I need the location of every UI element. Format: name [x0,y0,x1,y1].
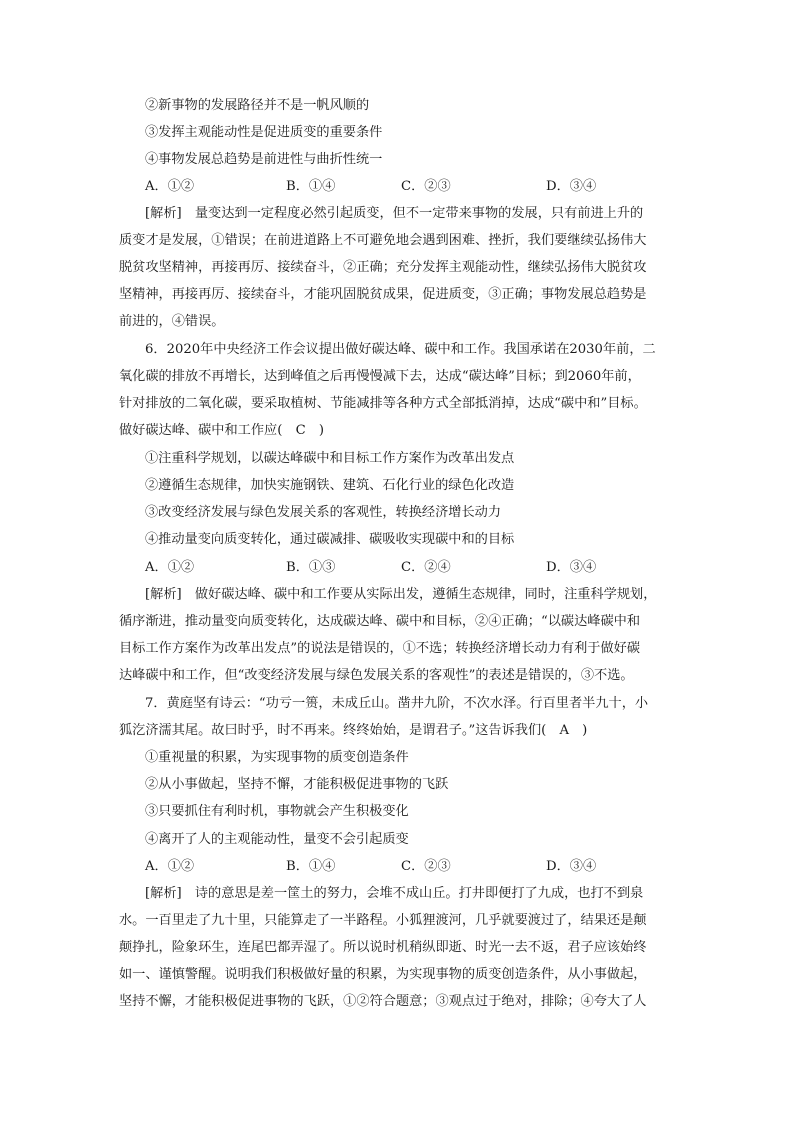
q7-analysis-line-3: 颠挣扎，险象环生，连尾巴都弄湿了。所以说时机稍纵即逝、时光一去不返，君子应该始终 [119,940,647,955]
q7-statement-2: ②从小事做起，坚持不懈，才能积极促进事物的飞跃 [145,777,449,792]
q6-analysis-line-3: 目标工作方案作为改革出发点”的说法是错误的，①不选；转换经济增长动力有利于做好碳 [119,641,641,656]
q7-statement-1: ①重视量的积累，为实现事物的质变创造条件 [145,750,409,765]
q7-option-b: B．①④ [286,859,336,874]
q6-stem-line-2: 氧化碳的排放不再增长，达到峰值之后再慢慢减下去，达成“碳达峰”目标；到2060年前， [119,369,641,384]
q7-analysis-line-2: 水。一百里走了九十里，只能算走了一半路程。小狐狸渡河，几乎就要渡过了，结果还是颠 [119,913,647,928]
q5-option-a: A．①② [145,179,195,194]
q6-statement-2: ②遵循生态规律，加快实施钢铁、建筑、石化行业的绿色化改造 [145,478,515,493]
q6-analysis-line-1: [解析] 做好碳达峰、碳中和工作要从实际出发，遵循生态规律，同时，注重科学规划， [145,587,657,602]
q6-option-b: B．①③ [286,560,336,575]
q6-statement-4: ④推动量变向质变转化，通过碳减排、碳吸收实现碳中和的目标 [145,532,515,547]
q6-stem-line-3: 针对排放的二氧化碳，要采取植树、节能减排等各种方式全部抵消掉，达成“碳中和”目标。 [119,396,647,411]
q5-statement-2: ②新事物的发展路径并不是一帆风顺的 [145,98,370,113]
q7-analysis-line-5: 坚持不懈，才能积极促进事物的飞跃，①②符合题意；③观点过于绝对，排除；④夸大了人 [119,994,647,1009]
q5-option-c: C．②③ [401,179,451,194]
q5-analysis-line-1: [解析] 量变达到一定程度必然引起质变，但不一定带来事物的发展，只有前进上升的 [145,206,644,221]
q5-statement-4: ④事物发展总趋势是前进性与曲折性统一 [145,152,383,167]
q5-statement-3: ③发挥主观能动性是促进质变的重要条件 [145,125,383,140]
q7-analysis-line-4: 如一、谨慎警醒。说明我们积极做好量的积累，为实现事物的质变创造条件，从小事做起， [119,967,647,982]
q5-analysis-line-5: 前进的，④错误。 [119,314,225,329]
q7-stem-line-2: 狐汔济濡其尾。故曰时乎，时不再来。终终始始，是谓君子。”这告诉我们( A ) [119,723,588,738]
q7-statement-4: ④离开了人的主观能动性，量变不会引起质变 [145,832,409,847]
q7-statement-3: ③只要抓住有利时机，事物就会产生积极变化 [145,804,409,819]
q6-stem-line-4: 做好碳达峰、碳中和工作应( C ) [119,423,325,438]
q6-analysis-line-2: 循序渐进，推动量变向质变转化，达成碳达峰、碳中和目标，②④正确；“以碳达峰碳中和 [119,614,641,629]
q6-option-a: A．①② [145,560,195,575]
q7-option-c: C．②③ [401,859,451,874]
q6-option-c: C．②④ [401,560,451,575]
q5-option-b: B．①④ [286,179,336,194]
q7-option-d: D．③④ [546,859,597,874]
q5-analysis-line-4: 坚精神，再接再厉、接续奋斗，才能巩固脱贫成果，促进质变，③正确；事物发展总趋势是 [119,287,647,302]
q7-option-a: A．①② [145,859,195,874]
q7-stem-line-1: 7．黄庭坚有诗云：“功亏一篑，未成丘山。凿井九阶，不次水泽。行百里者半九十，小 [145,696,649,711]
q6-analysis-line-4: 达峰碳中和工作，但“改变经济发展与绿色发展关系的客观性”的表述是错误的，③不选。 [119,668,634,683]
q6-stem-line-1: 6．2020年中央经济工作会议提出做好碳达峰、碳中和工作。我国承诺在2030年前，二 [145,342,656,357]
q6-statement-1: ①注重科学规划，以碳达峰碳中和目标工作方案作为改革出发点 [145,451,515,466]
q7-analysis-line-1: [解析] 诗的意思是差一筐土的努力，会堆不成山丘。打井即便打了九成，也打不到泉 [145,886,644,901]
q6-statement-3: ③改变经济发展与绿色发展关系的客观性，转换经济增长动力 [145,505,502,520]
q5-analysis-line-2: 质变才是发展，①错误；在前进道路上不可避免地会遇到困难、挫折，我们要继续弘扬伟大 [119,233,647,248]
q5-option-d: D．③④ [546,179,597,194]
q6-option-d: D．③④ [546,560,597,575]
q5-analysis-line-3: 脱贫攻坚精神，再接再厉、接续奋斗，②正确；充分发挥主观能动性，继续弘扬伟大脱贫攻 [119,260,647,275]
